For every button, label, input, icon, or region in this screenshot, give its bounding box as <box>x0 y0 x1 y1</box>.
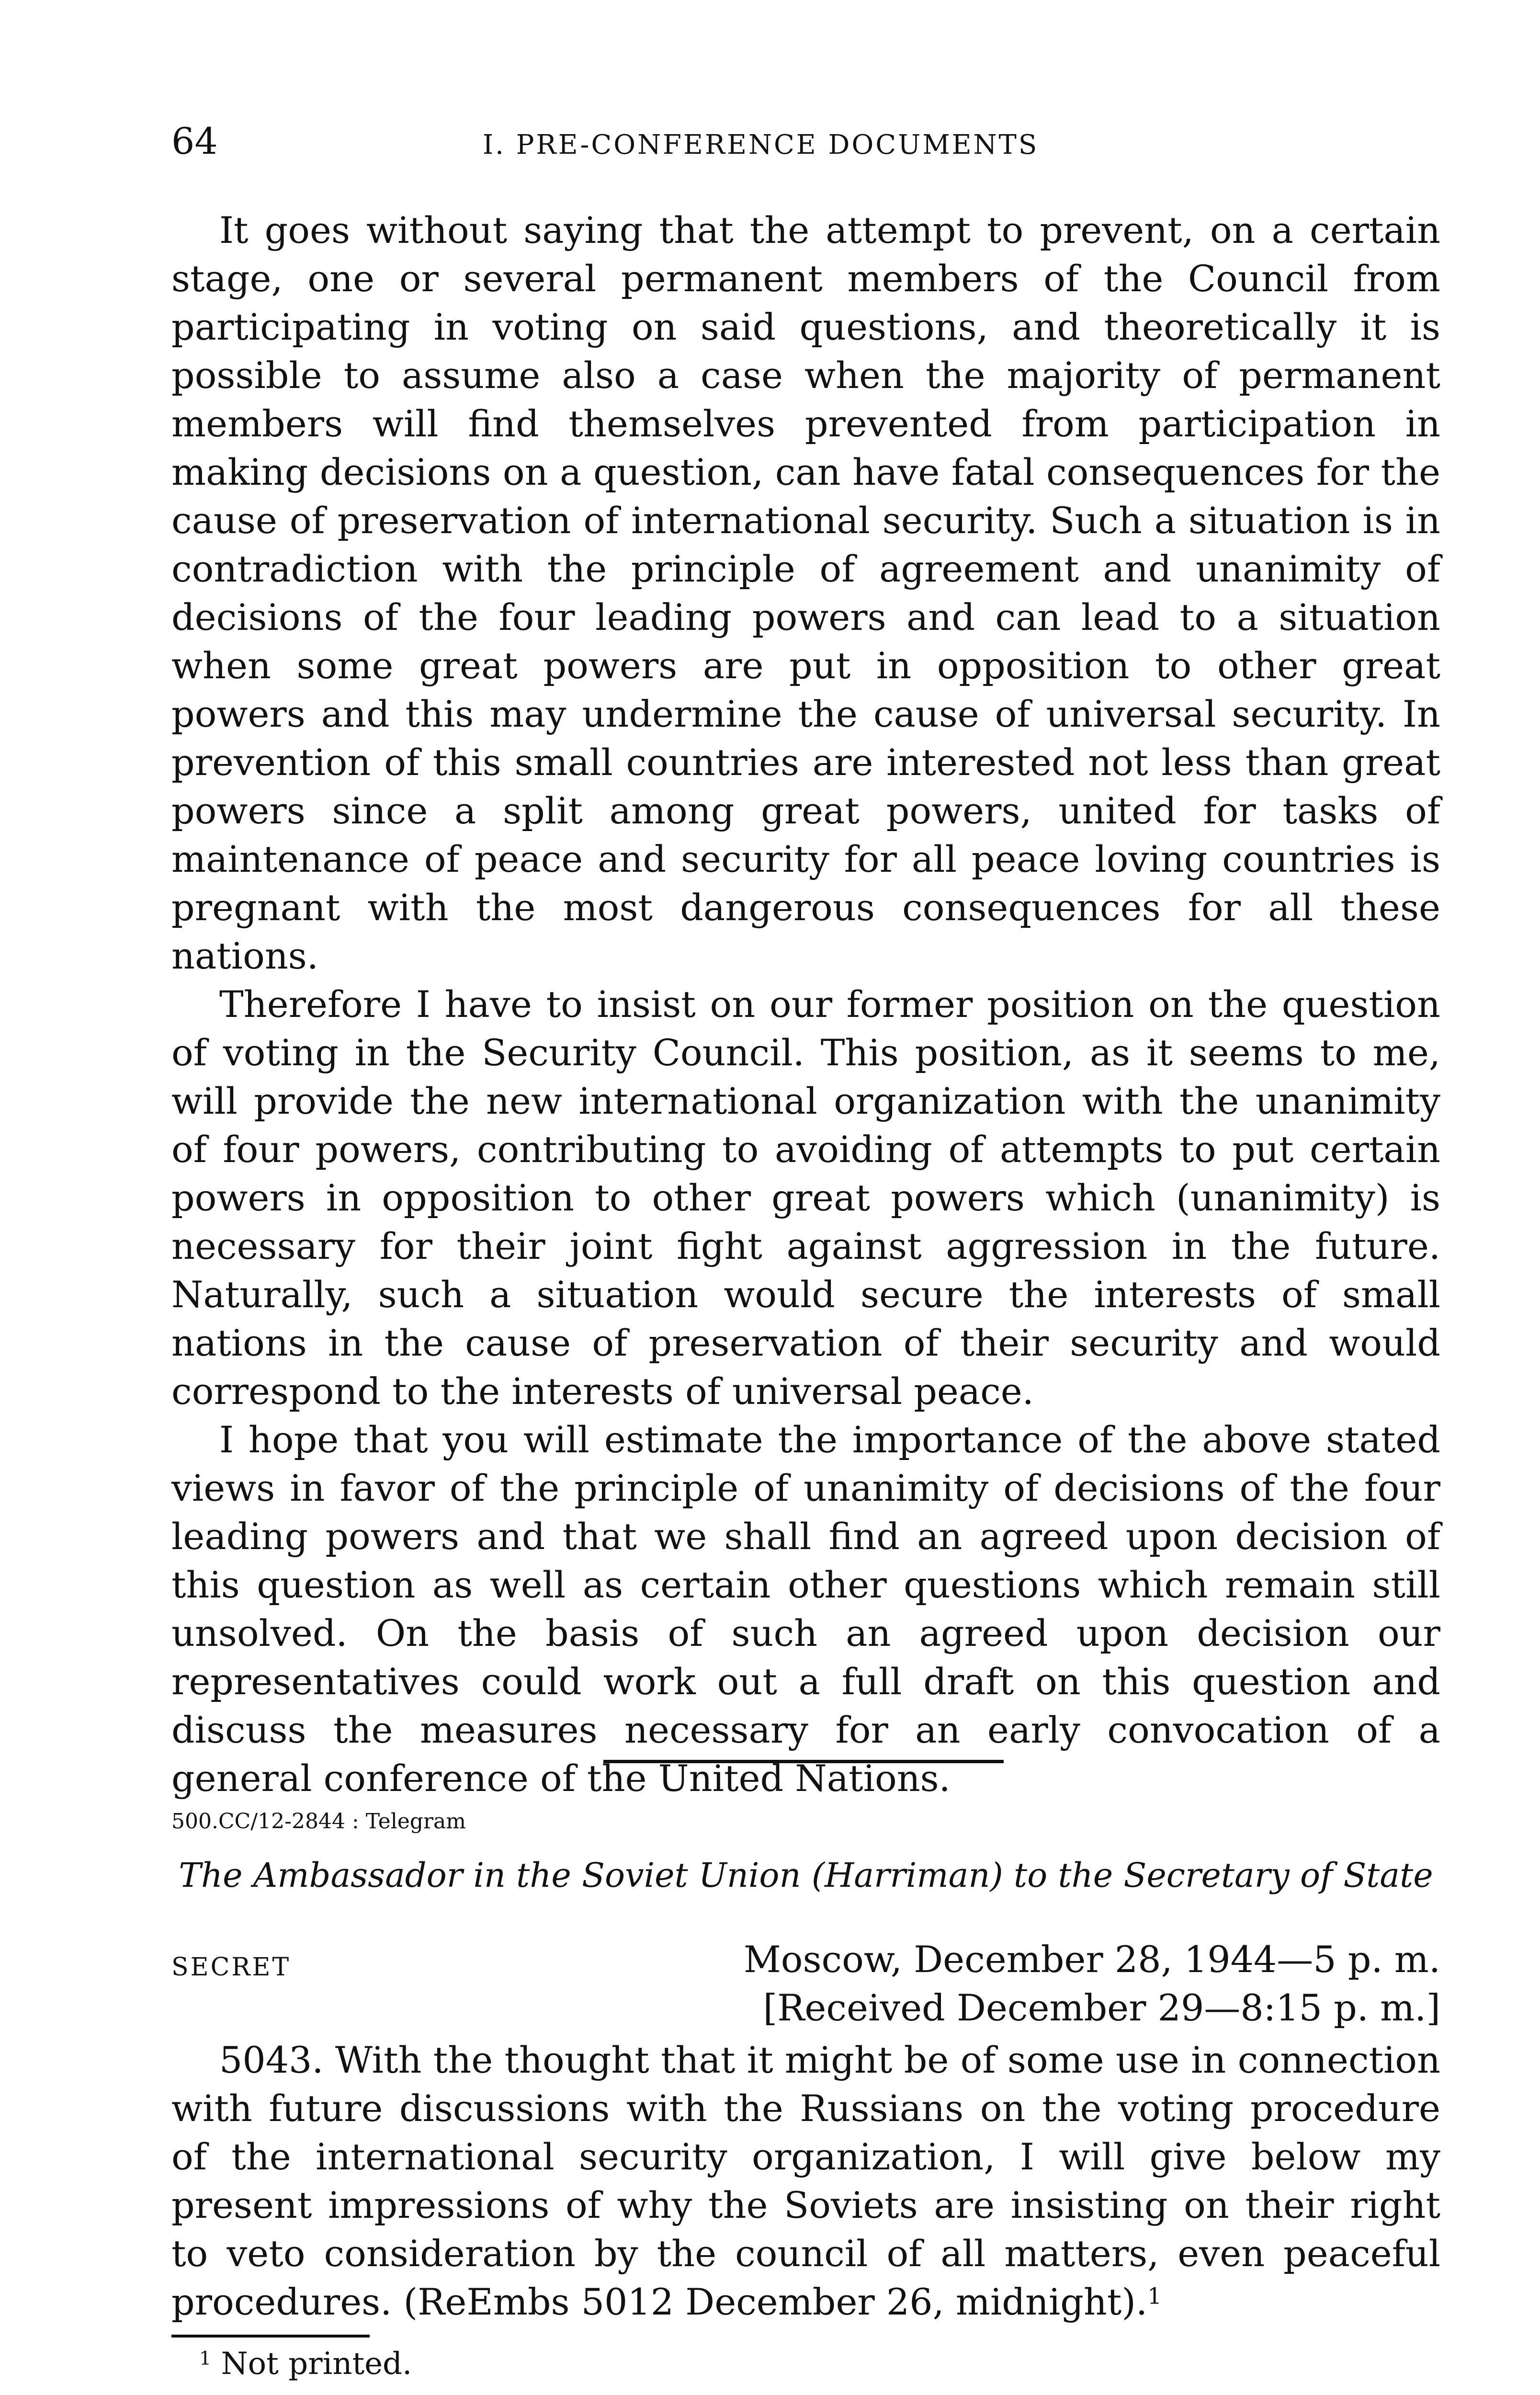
received-line: [Received December 29—8:15 p. m.] <box>763 1986 1440 2029</box>
telegram-paragraph <box>171 2036 1440 2326</box>
dateline: Moscow, December 28, 1944—5 p. m. <box>743 1938 1440 1981</box>
letter-body <box>171 206 1440 1802</box>
section-title: I. PRE-CONFERENCE DOCUMENTS <box>483 129 1039 160</box>
footnote-marker: 1 <box>199 2347 212 2370</box>
file-number: 500.CC/12-2844 : Telegram <box>171 1809 466 1834</box>
letter-paragraph: I hope that you will estimate the importance of the above stated views in favor of the principle of unanimity of decisions of the four leading powers and that we shall find an agreed upon decision of this question as well as certain other questions which remain still unsolved. On the basis of such an agreed upon decision our representatives could work out a full draft on this question and discuss the measures necessary for an early convocation of a general conference of the United Nations. <box>171 1418 1440 1800</box>
letter-paragraph: Therefore I have to insist on our former position on the question of voting in the Security Council. This position, as it seems to me, will provide the new international organization with the unanimity of four powers, contributing to avoiding of attempts to put certain powers in opposition to other great powers which (unanimity) is necessary for their joint fight against aggression in the future. Naturally, such a situation would secure the interests of small nations in the cause of preservation of their security and would correspond to the interests of universal peace. <box>171 983 1440 1413</box>
classification-label: SECRET <box>171 1953 291 1982</box>
section-separator <box>603 1760 1004 1763</box>
page-number: 64 <box>171 120 218 162</box>
footnote-rule <box>171 2335 370 2338</box>
document-title: The Ambassador in the Soviet Union (Harriman) to the Secretary of State <box>179 1856 1433 1895</box>
telegram-paragraph-text: 5043. With the thought that it might be of some use in connection with future discussions with the Russians on the voting procedure of the international security organization, I will give below my present impressions of why the Soviets are insisting on their right to veto consideration by the council of all matters, even peaceful procedures. (ReEmbs 5012 December 26, midnight). <box>171 2039 1440 2323</box>
letter-paragraph: It goes without saying that the attempt to prevent, on a certain stage, one or several permanent members of the Council from participating in voting on said questions, and theoretically it is possible to assume also a case when the majority of permanent members will find themselves prevented from participation in making decisions on a question, can have fatal consequences for the cause of preservation of international security. Such a situation is in contradiction with the principle of agreement and unanimity of decisions of the four leading powers and can lead to a situation when some great powers are put in opposition to other great powers and this may undermine the cause of universal security. In prevention of this small countries are interested not less than great powers since a split among great powers, united for tasks of maintenance of peace and security for all peace loving countries is pregnant with the most dangerous consequences for all these nations. <box>171 209 1440 977</box>
footnote <box>199 2345 412 2383</box>
footnote-reference: 1 <box>1147 2283 1162 2310</box>
footnote-text: Not printed. <box>221 2346 412 2382</box>
telegram-body <box>171 2036 1440 2326</box>
running-head <box>171 120 1440 163</box>
